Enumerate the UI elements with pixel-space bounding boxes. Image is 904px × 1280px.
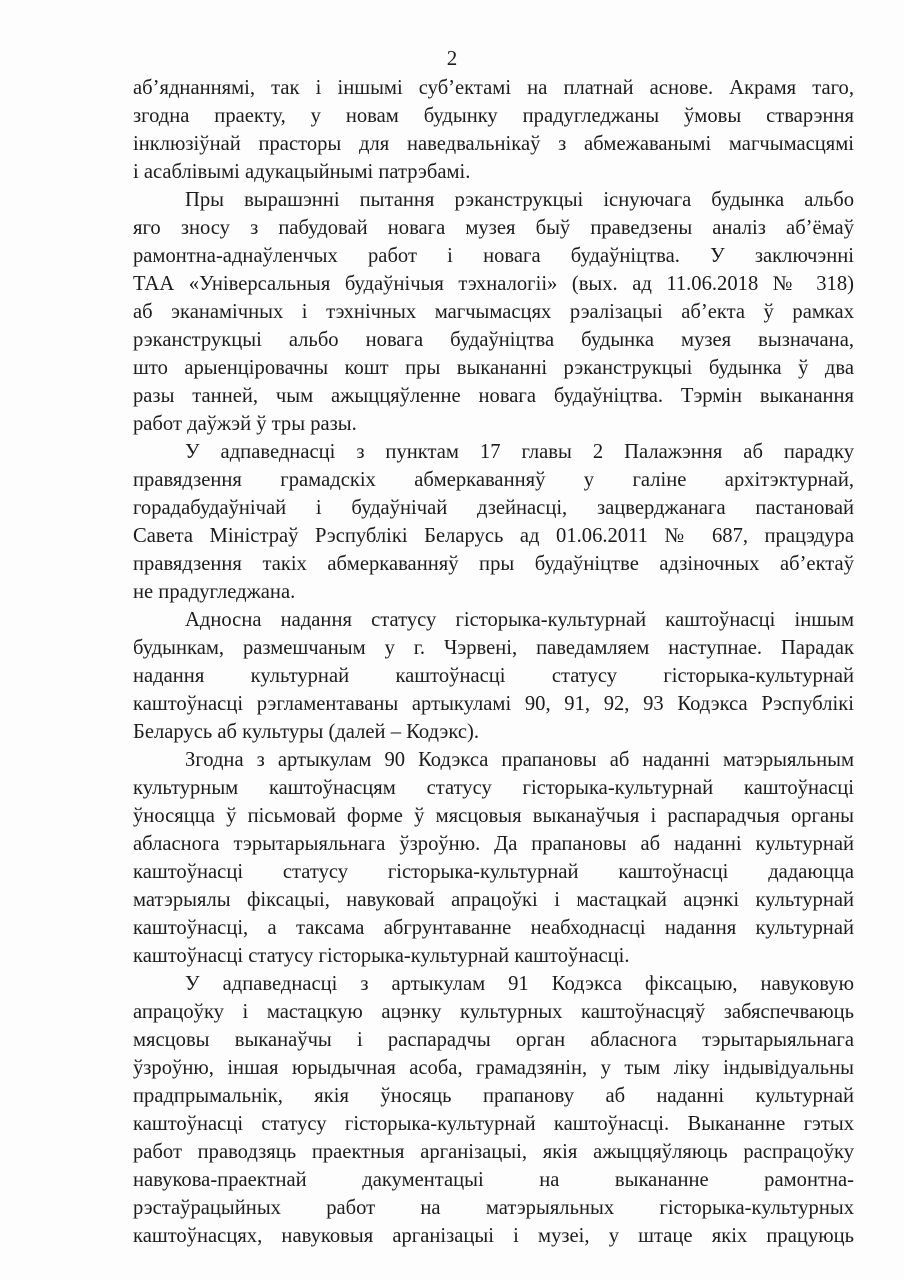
document-body [133, 74, 854, 1250]
text-line: рэстаўрацыйных работ на матэрыяльных гісторыка-культурных [133, 1197, 854, 1219]
text-line: правядзення такіх абмеркаванняў пры будаўніцтве адзіночных аб’ектаў [133, 553, 854, 575]
text-line: згодна праекту, у новам будынку прадугледжаны ўмовы стварэння [133, 105, 854, 127]
text-line: што арыенціровачны кошт пры выкананні рэканструкцыі будынка ў два [133, 357, 854, 379]
text-line: ўносяцца ў пісьмовай форме ў мясцовыя выканаўчыя і распарадчыя органы [133, 805, 854, 827]
text-line: каштоўнасці статусу гісторыка-культурнай каштоўнасці дадаюцца [133, 861, 854, 883]
text-line: правядзення грамадскіх абмеркаванняў у галіне архітэктурнай, [133, 469, 854, 491]
text-line: апрацоўку і мастацкую ацэнку культурных каштоўнасцяў забяспечваюць [133, 1001, 854, 1023]
text-line: прадпрымальнік, якія ўносяць прапанову аб наданні культурнай [133, 1085, 854, 1107]
text-line: яго зносу з пабудовай новага музея быў праведзены аналіз аб’ёмаў [133, 217, 854, 239]
text-line: Згодна з артыкулам 90 Кодэкса прапановы аб наданні матэрыяльным [185, 749, 854, 771]
text-line: работ даўжэй ў тры разы. [133, 413, 357, 435]
text-line: горадабудаўнічай і будаўнічай дзейнасці, зацверджанага пастановай [133, 497, 854, 519]
text-line: работ праводзяць праектныя арганізацыі, якія ажыццяўляюць распрацоўку [133, 1141, 854, 1163]
text-line: каштоўнасці, а таксама абгрунтаванне неабходнасці надання культурнай [133, 917, 854, 939]
text-line: Савета Міністраў Рэспублікі Беларусь ад 01.06.2011 № 687, працэдура [133, 525, 854, 547]
text-line: надання культурнай каштоўнасці статусу гісторыка-культурнай [133, 665, 854, 687]
paragraph [133, 438, 854, 606]
text-line: навукова-праектнай дакументацыі на выкананне рамонтна- [133, 1169, 854, 1191]
text-line: ТАА «Універсальныя будаўнічыя тэхналогіі» (вых. ад 11.06.2018 № 318) [133, 273, 854, 295]
text-line: каштоўнасці статусу гісторыка-культурнай каштоўнасці. [133, 945, 630, 967]
paragraph [133, 606, 854, 746]
paragraph [133, 970, 854, 1250]
text-line: каштоўнасці статусу гісторыка-культурнай каштоўнасці. Выкананне гэтых [133, 1113, 854, 1135]
paragraph [133, 74, 854, 186]
page-number: 2 [446, 46, 458, 70]
text-line: не прадугледжана. [133, 581, 296, 603]
text-line: культурным каштоўнасцям статусу гісторыка-культурнай каштоўнасці [133, 777, 854, 799]
text-line: Беларусь аб культуры (далей – Кодэкс). [133, 721, 480, 743]
paragraph [133, 186, 854, 438]
text-line: аб эканамічных і тэхнічных магчымасцях рэалізацыі аб’екта ў рамках [133, 301, 854, 323]
text-line: рамонтна-аднаўленчых работ і новага будаўніцтва. У заключэнні [133, 245, 854, 267]
paragraph [133, 746, 854, 970]
text-line: ўзроўню, іншая юрыдычная асоба, грамадзянін, у тым ліку індывідуальны [133, 1057, 854, 1079]
text-line: каштоўнасцях, навуковыя арганізацыі і музеі, у штаце якіх працуюць [133, 1225, 854, 1247]
text-line: інклюзіўнай прасторы для наведвальнікаў з абмежаванымі магчымасцямі [133, 133, 854, 155]
text-line: рэканструкцыі альбо новага будаўніцтва будынка музея вызначана, [133, 329, 854, 351]
text-line: Адносна надання статусу гісторыка-культурнай каштоўнасці іншым [185, 609, 854, 631]
text-line: абласнога тэрытарыяльнага ўзроўню. Да прапановы аб наданні культурнай [133, 833, 854, 855]
text-line: разы танней, чым ажыццяўленне новага будаўніцтва. Тэрмін выканання [133, 385, 854, 407]
text-line: аб’яднаннямі, так і іншымі суб’ектамі на платнай аснове. Акрамя таго, [133, 77, 854, 99]
text-line: У адпаведнасці з артыкулам 91 Кодэкса фіксацыю, навуковую [185, 973, 854, 995]
text-line: У адпаведнасці з пунктам 17 главы 2 Палажэння аб парадку [185, 441, 854, 463]
text-line: будынкам, размешчаным у г. Чэрвені, паведамляем наступнае. Парадак [133, 637, 854, 659]
text-line: Пры вырашэнні пытання рэканструкцыі існуючага будынка альбо [185, 189, 854, 211]
text-line: каштоўнасці рэгламентаваны артыкуламі 90, 91, 92, 93 Кодэкса Рэспублікі [133, 693, 854, 715]
text-line: мясцовы выканаўчы і распарадчы орган абласнога тэрытарыяльнага [133, 1029, 854, 1051]
text-line: і асаблівымі адукацыйнымі патрэбамі. [133, 161, 471, 183]
text-line: матэрыялы фіксацыі, навуковай апрацоўкі і мастацкай ацэнкі культурнай [133, 889, 854, 911]
